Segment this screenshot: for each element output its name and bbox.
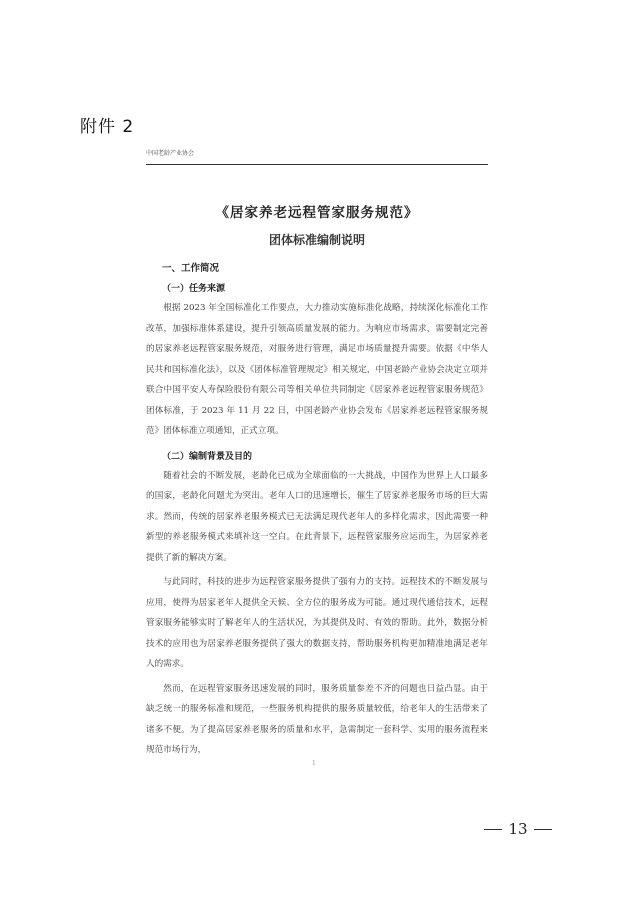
document-subtitle: 团体标准编制说明 (268, 233, 365, 247)
organization-header: 中国老龄产业协会 (146, 150, 195, 157)
page-number-left-dash (484, 829, 502, 830)
subsection-heading-background-purpose: （二）编制背景及目的 (162, 451, 253, 462)
page-number (478, 820, 558, 838)
document-title: 《居家养老远程管家服务规范》 (215, 205, 419, 221)
paragraph-task-source: 根据 2023 年全国标准化工作要点，大力推动实施标准化战略，持续深化标准化工作改革，加强标准体系建设，提升引领高质量发展的能力。为响应市场需求，需要制定完善的居家养老远程管家服务规范，对服务进行管理，满足市场质量提升需要。依据《中华人民共和国标准化法》，以及《团体标准管理规定》相关规定，中国老龄产业协会决定立项并联合中国平安人寿保险股份有限公司等相关单位共同制定《居家养老远程管家服务规范》团体标准，于 2023 年 11 月 22 日，中国老龄产业协会发布《居家养老远程管家服务规范》团体标准立项通知，正式立项。 (146, 303, 488, 436)
page-number-right-dash (534, 829, 552, 830)
embedded-document (146, 148, 488, 761)
section-heading-work-overview: 一、工作简况 (162, 263, 220, 274)
inner-page-number: 1 (312, 760, 316, 767)
paragraph-background-1: 随着社会的不断发展，老龄化已成为全球面临的一大挑战，中国作为世界上人口最多的国家，老龄化问题尤为突出。老年人口的迅速增长，催生了居家养老服务市场的巨大需求。然而，传统的居家养老服务模式已无法满足现代老年人的多样化需求，因此需要一种新型的养老服务模式来填补这一空白。在此背景下，远程管家服务应运而生，为居家养老提供了新的解决方案。 (146, 470, 488, 563)
header-divider (146, 164, 488, 165)
page-number-value: 13 (508, 820, 528, 838)
attachment-label: 附件 2 (80, 117, 135, 137)
paragraph-background-3: 然而，在远程管家服务迅速发展的同时，服务质量参差不齐的问题也日益凸显。由于缺乏统一的服务标准和规范，一些服务机构提供的服务质量较低，给老年人的生活带来了诸多不便。为了提高居家养老服务的质量和水平，急需制定一套科学、实用的服务流程来规范市场行为， (146, 683, 488, 755)
paragraph-background-2: 与此同时，科技的进步为远程管家服务提供了强有力的支持。远程技术的不断发展与应用，使得为居家老年人提供全天候、全方位的服务成为可能。通过现代通信技术，远程管家服务能够实时了解老年人的生活状况，为其提供及时、有效的帮助。此外，数据分析技术的应用也为居家养老服务提供了强大的数据支持，帮助服务机构更加精准地满足老年人的需求。 (146, 577, 488, 669)
subsection-heading-task-source: （一）任务来源 (162, 284, 226, 294)
